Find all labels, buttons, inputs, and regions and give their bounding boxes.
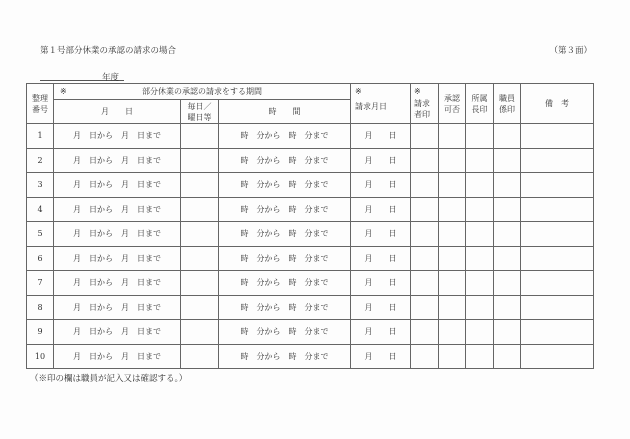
cell-requester-seal[interactable] <box>411 295 439 320</box>
table-row <box>27 295 594 320</box>
cell-approval[interactable] <box>439 271 466 296</box>
cell-staff-seal[interactable] <box>494 271 521 296</box>
cell-requester-seal[interactable] <box>411 222 439 247</box>
header-time: 時 間 <box>219 100 351 124</box>
cell-requester-seal[interactable] <box>411 320 439 345</box>
header-seq-no <box>27 84 54 124</box>
cell-staff-seal[interactable] <box>494 320 521 345</box>
cell-request-date[interactable]: 月 日 <box>351 271 411 296</box>
footnote: （※印の欄は職員が記入又は確認する。） <box>30 374 188 384</box>
cell-requester-seal[interactable] <box>411 344 439 369</box>
request-table <box>26 83 594 369</box>
header-daily-line2: 曜日等 <box>187 112 212 122</box>
cell-remarks[interactable] <box>521 246 594 271</box>
note-mark: ※ <box>60 87 67 96</box>
document-title: 第１号部分休業の承認の請求の場合 <box>40 46 177 56</box>
cell-requester-seal[interactable] <box>411 148 439 173</box>
cell-time[interactable]: 時 分から 時 分まで <box>219 124 351 149</box>
note-mark: ※ <box>414 87 421 96</box>
cell-no: 3 <box>27 173 54 198</box>
cell-remarks[interactable] <box>521 173 594 198</box>
cell-request-date[interactable]: 月 日 <box>351 344 411 369</box>
cell-time[interactable]: 時 分から 時 分まで <box>219 148 351 173</box>
cell-no: 5 <box>27 222 54 247</box>
table-row <box>27 124 594 149</box>
cell-daily[interactable] <box>181 148 219 173</box>
cell-daily[interactable] <box>181 124 219 149</box>
header-request-date-label: 請求月日 <box>355 102 387 111</box>
cell-request-date[interactable]: 月 日 <box>351 246 411 271</box>
cell-period[interactable]: 月 日から 月 日まで <box>54 197 181 222</box>
cell-staff-seal[interactable] <box>494 222 521 247</box>
cell-staff-seal[interactable] <box>494 173 521 198</box>
header-requester-seal <box>411 84 439 124</box>
cell-dept-head-seal[interactable] <box>466 344 494 369</box>
cell-approval[interactable] <box>439 295 466 320</box>
header-approval-line2: 可否 <box>444 104 460 114</box>
cell-requester-seal[interactable] <box>411 197 439 222</box>
cell-time[interactable]: 時 分から 時 分まで <box>219 222 351 247</box>
header-month-day: 月 日 <box>54 100 181 124</box>
cell-no: 10 <box>27 344 54 369</box>
cell-daily[interactable] <box>181 344 219 369</box>
cell-approval[interactable] <box>439 320 466 345</box>
cell-time[interactable]: 時 分から 時 分まで <box>219 320 351 345</box>
cell-dept-head-seal[interactable] <box>466 295 494 320</box>
cell-period[interactable]: 月 日から 月 日まで <box>54 148 181 173</box>
cell-staff-seal[interactable] <box>494 295 521 320</box>
cell-no: 4 <box>27 197 54 222</box>
header-staff-line2: 係印 <box>499 104 515 114</box>
cell-time[interactable]: 時 分から 時 分まで <box>219 295 351 320</box>
table-row <box>27 246 594 271</box>
cell-dept-head-seal[interactable] <box>466 271 494 296</box>
cell-request-date[interactable]: 月 日 <box>351 148 411 173</box>
cell-approval[interactable] <box>439 246 466 271</box>
header-daily <box>181 100 219 124</box>
cell-approval[interactable] <box>439 344 466 369</box>
cell-remarks[interactable] <box>521 344 594 369</box>
cell-requester-seal[interactable] <box>411 271 439 296</box>
cell-staff-seal[interactable] <box>494 197 521 222</box>
cell-approval[interactable] <box>439 173 466 198</box>
header-period-title: 部分休業の承認の請求をする期間 <box>142 87 262 96</box>
cell-period[interactable]: 月 日から 月 日まで <box>54 271 181 296</box>
header-seq-no-line1: 整理 <box>32 93 48 103</box>
cell-period[interactable]: 月 日から 月 日まで <box>54 295 181 320</box>
header-period <box>54 84 351 100</box>
cell-remarks[interactable] <box>521 148 594 173</box>
cell-period[interactable]: 月 日から 月 日まで <box>54 320 181 345</box>
cell-daily[interactable] <box>181 271 219 296</box>
header-dept-head-seal <box>466 84 494 124</box>
cell-request-date[interactable]: 月 日 <box>351 222 411 247</box>
cell-remarks[interactable] <box>521 320 594 345</box>
cell-dept-head-seal[interactable] <box>466 148 494 173</box>
header-staff-seal <box>494 84 521 124</box>
table-row <box>27 173 594 198</box>
table-row <box>27 271 594 296</box>
cell-request-date[interactable]: 月 日 <box>351 173 411 198</box>
cell-daily[interactable] <box>181 222 219 247</box>
cell-no: 1 <box>27 124 54 149</box>
header-remarks: 備 考 <box>521 84 594 124</box>
cell-requester-seal[interactable] <box>411 124 439 149</box>
header-requester-line2: 者印 <box>414 110 430 119</box>
cell-period[interactable]: 月 日から 月 日まで <box>54 222 181 247</box>
cell-approval[interactable] <box>439 197 466 222</box>
header-approval-line1: 承認 <box>444 93 460 103</box>
cell-remarks[interactable] <box>521 124 594 149</box>
cell-approval[interactable] <box>439 222 466 247</box>
cell-dept-head-seal[interactable] <box>466 246 494 271</box>
cell-daily[interactable] <box>181 320 219 345</box>
cell-request-date[interactable]: 月 日 <box>351 197 411 222</box>
note-mark: ※ <box>355 87 362 96</box>
cell-no: 8 <box>27 295 54 320</box>
cell-dept-head-seal[interactable] <box>466 197 494 222</box>
cell-approval[interactable] <box>439 148 466 173</box>
header-daily-line1: 毎日／ <box>187 101 212 111</box>
cell-period[interactable]: 月 日から 月 日まで <box>54 246 181 271</box>
cell-staff-seal[interactable] <box>494 148 521 173</box>
header-approval <box>439 84 466 124</box>
header-dept-head-line2: 長印 <box>471 104 488 114</box>
cell-request-date[interactable]: 月 日 <box>351 124 411 149</box>
header-request-date <box>351 84 411 124</box>
cell-no: 2 <box>27 148 54 173</box>
cell-staff-seal[interactable] <box>494 246 521 271</box>
header-dept-head-line1: 所属 <box>471 93 488 103</box>
cell-period[interactable]: 月 日から 月 日まで <box>54 173 181 198</box>
table-row <box>27 197 594 222</box>
cell-daily[interactable] <box>181 246 219 271</box>
cell-requester-seal[interactable] <box>411 246 439 271</box>
cell-daily[interactable] <box>181 197 219 222</box>
table-row <box>27 344 594 369</box>
cell-no: 9 <box>27 320 54 345</box>
cell-approval[interactable] <box>439 124 466 149</box>
cell-staff-seal[interactable] <box>494 344 521 369</box>
table-row <box>27 148 594 173</box>
cell-remarks[interactable] <box>521 197 594 222</box>
cell-request-date[interactable]: 月 日 <box>351 320 411 345</box>
header-requester-line1: 請求 <box>414 99 430 108</box>
cell-dept-head-seal[interactable] <box>466 320 494 345</box>
table-row <box>27 320 594 345</box>
cell-remarks[interactable] <box>521 222 594 247</box>
cell-time[interactable]: 時 分から 時 分まで <box>219 344 351 369</box>
cell-daily[interactable] <box>181 173 219 198</box>
cell-remarks[interactable] <box>521 271 594 296</box>
cell-time[interactable]: 時 分から 時 分まで <box>219 173 351 198</box>
cell-time[interactable]: 時 分から 時 分まで <box>219 271 351 296</box>
cell-remarks[interactable] <box>521 295 594 320</box>
header-seq-no-line2: 番号 <box>32 104 48 114</box>
cell-staff-seal[interactable] <box>494 124 521 149</box>
cell-daily[interactable] <box>181 295 219 320</box>
cell-no: 7 <box>27 271 54 296</box>
table-row <box>27 222 594 247</box>
cell-time[interactable]: 時 分から 時 分まで <box>219 246 351 271</box>
cell-no: 6 <box>27 246 54 271</box>
page-label: （第３面） <box>549 46 592 56</box>
cell-request-date[interactable]: 月 日 <box>351 295 411 320</box>
header-staff-line1: 職員 <box>499 93 515 103</box>
year-label: 年度 <box>102 73 120 83</box>
cell-period[interactable]: 月 日から 月 日まで <box>54 124 181 149</box>
cell-requester-seal[interactable] <box>411 173 439 198</box>
cell-dept-head-seal[interactable] <box>466 124 494 149</box>
cell-period[interactable]: 月 日から 月 日まで <box>54 344 181 369</box>
cell-time[interactable]: 時 分から 時 分まで <box>219 197 351 222</box>
cell-dept-head-seal[interactable] <box>466 222 494 247</box>
cell-dept-head-seal[interactable] <box>466 173 494 198</box>
